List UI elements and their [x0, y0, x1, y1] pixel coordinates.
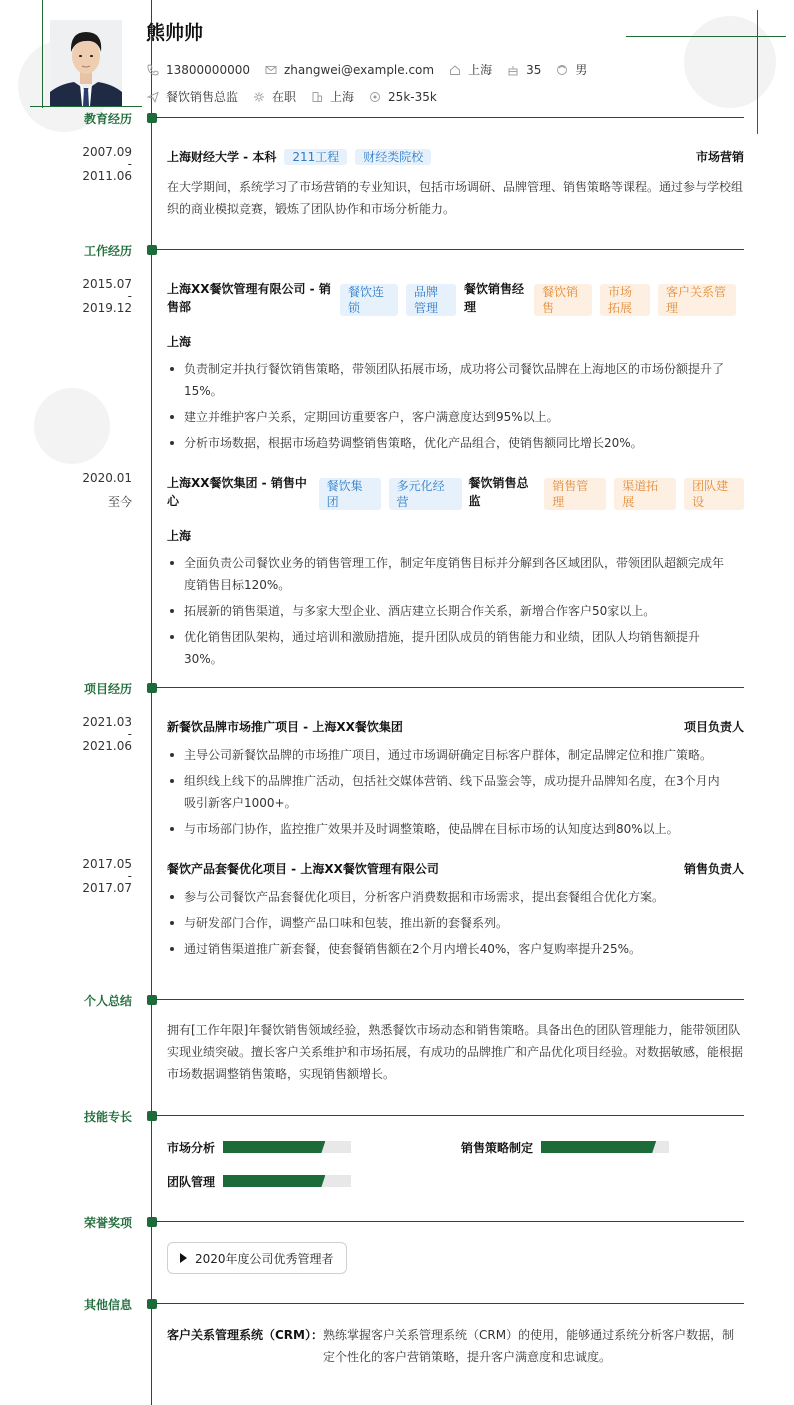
- section-divider: [156, 249, 744, 250]
- date-end: 2019.12: [82, 301, 132, 315]
- decor-line: [757, 10, 758, 134]
- date-separator: -: [127, 869, 132, 883]
- section-title-projects: 项目经历: [83, 682, 132, 696]
- position-tag: 市场拓展: [600, 284, 650, 316]
- phone-text: 13800000000: [166, 62, 250, 77]
- avatar: [50, 20, 122, 106]
- skill-bar: [223, 1175, 351, 1187]
- section-title-work: 工作经历: [83, 244, 132, 258]
- list-item: 拓展新的销售渠道，与多家大型企业、酒店建立长期合作关系，新增合作客户50家以上。: [167, 600, 727, 622]
- skill-bar-fill: [223, 1175, 325, 1187]
- target-city-item: [310, 88, 354, 105]
- job-target-text: 餐饮销售总监: [166, 90, 239, 104]
- date-separator: -: [127, 289, 132, 303]
- skill-label: 团队管理: [167, 1175, 216, 1189]
- status-item: [252, 88, 296, 105]
- date-end: 2011.06: [82, 169, 132, 183]
- school-tag: 财经类院校: [355, 149, 431, 165]
- section-divider: [156, 687, 744, 688]
- award-item: [167, 1242, 347, 1274]
- position-tag: 餐饮销售: [534, 284, 592, 316]
- section-title-other: 其他信息: [83, 1298, 132, 1312]
- work-bullets: [167, 552, 727, 674]
- section-marker: [147, 1299, 157, 1309]
- decor-line: [42, 0, 43, 108]
- company-tag: 餐饮集团: [319, 478, 381, 510]
- decor-circle: [684, 16, 776, 108]
- list-item: 主导公司新餐饮品牌的市场推广项目，通过市场调研确定目标客户群体，制定品牌定位和推广策略。: [167, 744, 727, 766]
- timeline-line: [151, 0, 152, 1405]
- project-header: [167, 718, 744, 736]
- age-text: 35: [526, 62, 542, 77]
- skill-bar-fill: [541, 1141, 656, 1153]
- email-item: [264, 63, 434, 77]
- section-divider: [156, 999, 744, 1000]
- summary-text: 拥有[工作年限]年餐饮销售领域经验，熟悉餐饮市场动态和销售策略。具备出色的团队管理能力，能带领团队实现业绩突破。擅长客户关系维护和市场拓展，有成功的品牌推广和产品优化项目经验。对数据敏感，能根据市场数据调整销售策略，实现销售额增长。: [167, 1023, 744, 1081]
- company-title: 上海XX餐饮集团 - 销售中心: [167, 476, 307, 508]
- work-bullets: [167, 358, 727, 458]
- decor-line: [626, 36, 786, 37]
- work-city: 上海: [167, 335, 192, 349]
- work-date: [60, 472, 132, 508]
- date-start: 2021.03: [82, 715, 132, 729]
- education-date: [60, 146, 132, 182]
- award-text: 2020年度公司优秀管理者: [195, 1251, 334, 1266]
- major: 市场营销: [695, 150, 744, 164]
- section-divider: [156, 117, 744, 118]
- date-start: 2015.07: [82, 277, 132, 291]
- send-icon: [146, 90, 160, 104]
- other-info-row: [167, 1324, 744, 1368]
- list-item: 分析市场数据，根据市场趋势调整销售策略，优化产品组合，使销售额同比增长20%。: [167, 432, 727, 454]
- other-info-label: 客户关系管理系统（CRM）：: [167, 1328, 323, 1342]
- list-item: 与市场部门协作，监控推广效果并及时调整策略，使品牌在目标市场的认知度达到80%以上。: [167, 818, 727, 840]
- section-divider: [156, 1303, 744, 1304]
- list-item: 负责制定并执行餐饮销售策略，带领团队拓展市场，成功将公司餐饮品牌在上海地区的市场份额提升了15%。: [167, 358, 727, 402]
- section-marker: [147, 995, 157, 1005]
- section-divider: [156, 1221, 744, 1222]
- project-title: 餐饮产品套餐优化项目 - 上海XX餐饮管理有限公司: [167, 862, 439, 876]
- date-end: 2021.06: [82, 739, 132, 753]
- skill-bar: [223, 1141, 351, 1153]
- date-separator: -: [127, 727, 132, 741]
- position-title: 餐饮销售经理: [464, 282, 525, 314]
- home-icon: [448, 63, 462, 77]
- project-date: [60, 716, 132, 752]
- candidate-name: 熊帅帅: [146, 22, 204, 44]
- section-marker: [147, 1111, 157, 1121]
- company-tag: 餐饮连锁: [340, 284, 398, 316]
- date-separator: -: [127, 157, 132, 171]
- list-item: 全面负责公司餐饮业务的销售管理工作，制定年度销售目标并分解到各区域团队，带领团队超额完成年度销售目标120%。: [167, 552, 727, 596]
- work-header: [167, 474, 744, 510]
- project-bullets: [167, 886, 727, 964]
- skill-label: 市场分析: [167, 1141, 216, 1155]
- company-tag: 品牌管理: [406, 284, 456, 316]
- project-header: [167, 860, 744, 878]
- education-header: [167, 148, 744, 166]
- work-header: [167, 280, 744, 316]
- cake-icon: [506, 63, 520, 77]
- project-title: 新餐饮品牌市场推广项目 - 上海XX餐饮集团: [167, 720, 403, 734]
- mail-icon: [264, 63, 278, 77]
- section-marker: [147, 683, 157, 693]
- age-item: [506, 63, 541, 77]
- date-end: 至今: [107, 495, 132, 509]
- project-role: 项目负责人: [683, 720, 744, 734]
- work-city: 上海: [167, 529, 192, 543]
- date-start: 2007.09: [82, 145, 132, 159]
- triangle-right-icon: [180, 1253, 187, 1263]
- location-item: [448, 61, 492, 78]
- position-title: 餐饮销售总监: [468, 476, 529, 508]
- gender-text: 男: [575, 63, 588, 77]
- phone-icon: [146, 63, 160, 77]
- section-divider: [156, 1115, 744, 1116]
- position-tag: 渠道拓展: [614, 478, 676, 510]
- gender-item: [555, 61, 587, 78]
- section-marker: [147, 1217, 157, 1227]
- list-item: 参与公司餐饮产品套餐优化项目，分析客户消费数据和市场需求，提出套餐组合优化方案。: [167, 886, 727, 908]
- position-tag: 客户关系管理: [658, 284, 736, 316]
- user-icon: [555, 63, 569, 77]
- building-icon: [310, 90, 324, 104]
- section-title-education: 教育经历: [83, 112, 132, 126]
- salary-text: 25k-35k: [388, 89, 437, 104]
- section-marker: [147, 245, 157, 255]
- school-tag: 211工程: [284, 149, 347, 165]
- list-item: 通过销售渠道推广新套餐，使套餐销售额在2个月内增长40%，客户复购率提升25%。: [167, 938, 727, 960]
- section-marker: [147, 113, 157, 123]
- project-role: 销售负责人: [683, 862, 744, 876]
- other-info-text: 熟练掌握客户关系管理系统（CRM）的使用，能够通过系统分析客户数据，制定个性化的客户营销策略，提升客户满意度和忠诚度。: [323, 1328, 735, 1364]
- decor-circle: [34, 388, 110, 464]
- job-target-item: [146, 88, 238, 105]
- gear-icon: [252, 90, 266, 104]
- section-title-summary: 个人总结: [83, 994, 132, 1008]
- section-title-skills: 技能专长: [83, 1110, 132, 1124]
- skill-bar: [541, 1141, 669, 1153]
- section-title-awards: 荣誉奖项: [83, 1216, 132, 1230]
- list-item: 优化销售团队架构，通过培训和激励措施，提升团队成员的销售能力和业绩，团队人均销售额提升30%。: [167, 626, 727, 670]
- position-tag: 销售管理: [544, 478, 606, 510]
- list-item: 组织线上线下的品牌推广活动，包括社交媒体营销、线下品鉴会等，成功提升品牌知名度，在3个月内吸引新客户1000+。: [167, 770, 727, 814]
- salary-item: [368, 90, 437, 104]
- job-intent-row: [146, 88, 451, 105]
- company-title: 上海XX餐饮管理有限公司 - 销售部: [167, 282, 331, 314]
- contact-row: [146, 61, 601, 78]
- position-tag: 团队建设: [684, 478, 744, 510]
- company-tag: 多元化经营: [389, 478, 463, 510]
- location-text: 上海: [468, 63, 493, 77]
- date-start: 2020.01: [82, 471, 132, 485]
- target-city-text: 上海: [330, 90, 355, 104]
- skill-label: 销售策略制定: [461, 1141, 534, 1155]
- coin-icon: [368, 90, 382, 104]
- project-bullets: [167, 744, 727, 844]
- project-date: [60, 858, 132, 894]
- list-item: 建立并维护客户关系，定期回访重要客户，客户满意度达到95%以上。: [167, 406, 727, 428]
- school-title: 上海财经大学 - 本科: [167, 150, 277, 164]
- education-description: 在大学期间，系统学习了市场营销的专业知识，包括市场调研、品牌管理、销售策略等课程。通过参与学校组织的商业模拟竞赛，锻炼了团队协作和市场分析能力。: [167, 180, 744, 216]
- skill-bar-fill: [223, 1141, 325, 1153]
- phone-item: [146, 63, 250, 77]
- date-end: 2017.07: [82, 881, 132, 895]
- email-text: zhangwei@example.com: [283, 62, 435, 77]
- work-date: [60, 278, 132, 314]
- list-item: 与研发部门合作，调整产品口味和包装，推出新的套餐系列。: [167, 912, 727, 934]
- date-start: 2017.05: [82, 857, 132, 871]
- decor-line: [30, 106, 142, 107]
- status-text: 在职: [272, 90, 297, 104]
